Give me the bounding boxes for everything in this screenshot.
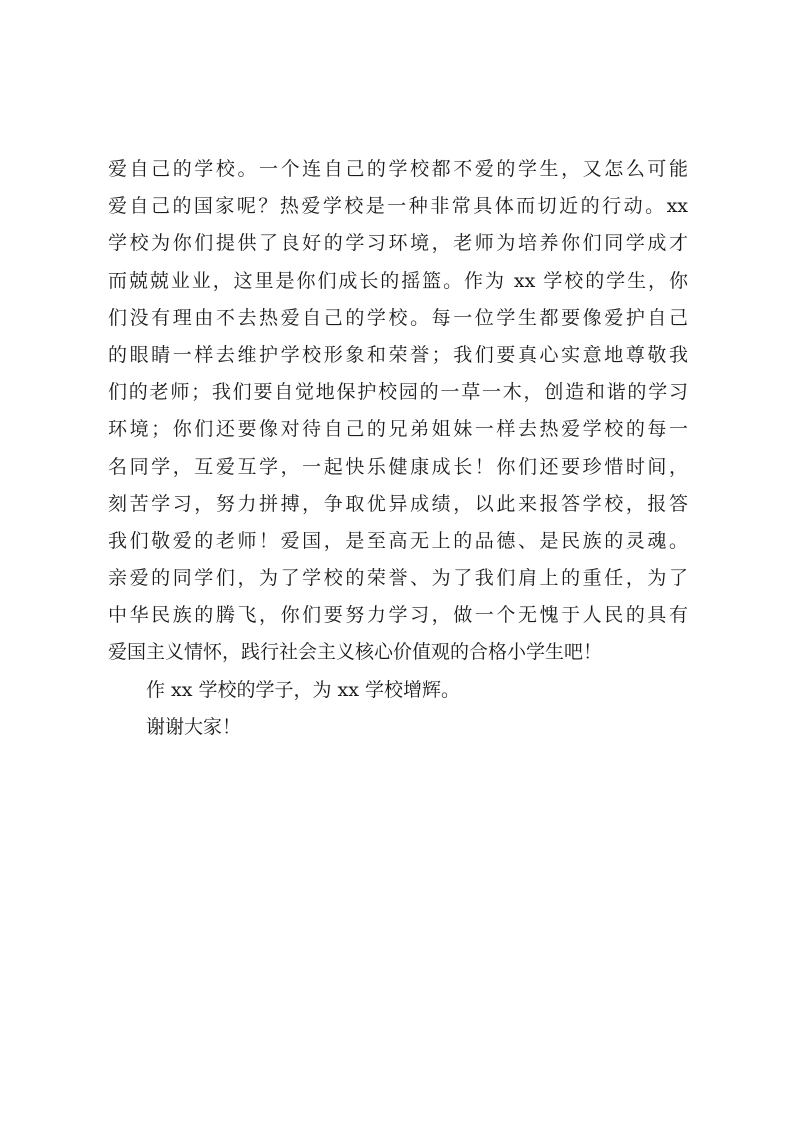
closing-line: 作 xx 学校的学子，为 xx 学校增辉。 <box>146 678 461 701</box>
thanks-line: 谢谢大家！ <box>146 715 242 738</box>
paragraph-line: 爱自己的国家呢？热爱学校是一种非常具体而切近的行动。xx <box>108 195 688 218</box>
paragraph-line: 刻苦学习，努力拼搏，争取优异成绩，以此来报答学校，报答 <box>108 492 688 515</box>
paragraph-line: 学校为你们提供了良好的学习环境，老师为培养你们同学成才 <box>108 232 688 255</box>
paragraph-line: 我们敬爱的老师！爱国，是至高无上的品德、是民族的灵魂。 <box>108 529 688 552</box>
paragraph-line: 们没有理由不去热爱自己的学校。每一位学生都要像爱护自己 <box>108 306 688 329</box>
paragraph-line: 爱自己的学校。一个连自己的学校都不爱的学生，又怎么可能 <box>108 158 688 180</box>
paragraph-line: 而兢兢业业，这里是你们成长的摇篮。作为 xx 学校的学生，你 <box>108 269 688 292</box>
paragraph-line: 爱国主义情怀，践行社会主义核心价值观的合格小学生吧！ <box>108 641 603 664</box>
paragraph-line: 环境；你们还要像对待自己的兄弟姐妹一样去热爱学校的每一 <box>108 418 688 441</box>
speech-body <box>108 151 688 746</box>
paragraph-line: 的眼睛一样去维护学校形象和荣誉；我们要真心实意地尊敬我 <box>108 343 688 366</box>
paragraph-line: 名同学，互爱互学，一起快乐健康成长！你们还要珍惜时间， <box>108 455 688 478</box>
paragraph-line: 们的老师；我们要自觉地保护校园的一草一木，创造和谐的学习 <box>108 381 688 404</box>
paragraph-line: 亲爱的同学们，为了学校的荣誉、为了我们肩上的重任，为了 <box>108 567 688 590</box>
paragraph-line: 中华民族的腾飞，你们要努力学习，做一个无愧于人民的具有 <box>108 604 688 627</box>
